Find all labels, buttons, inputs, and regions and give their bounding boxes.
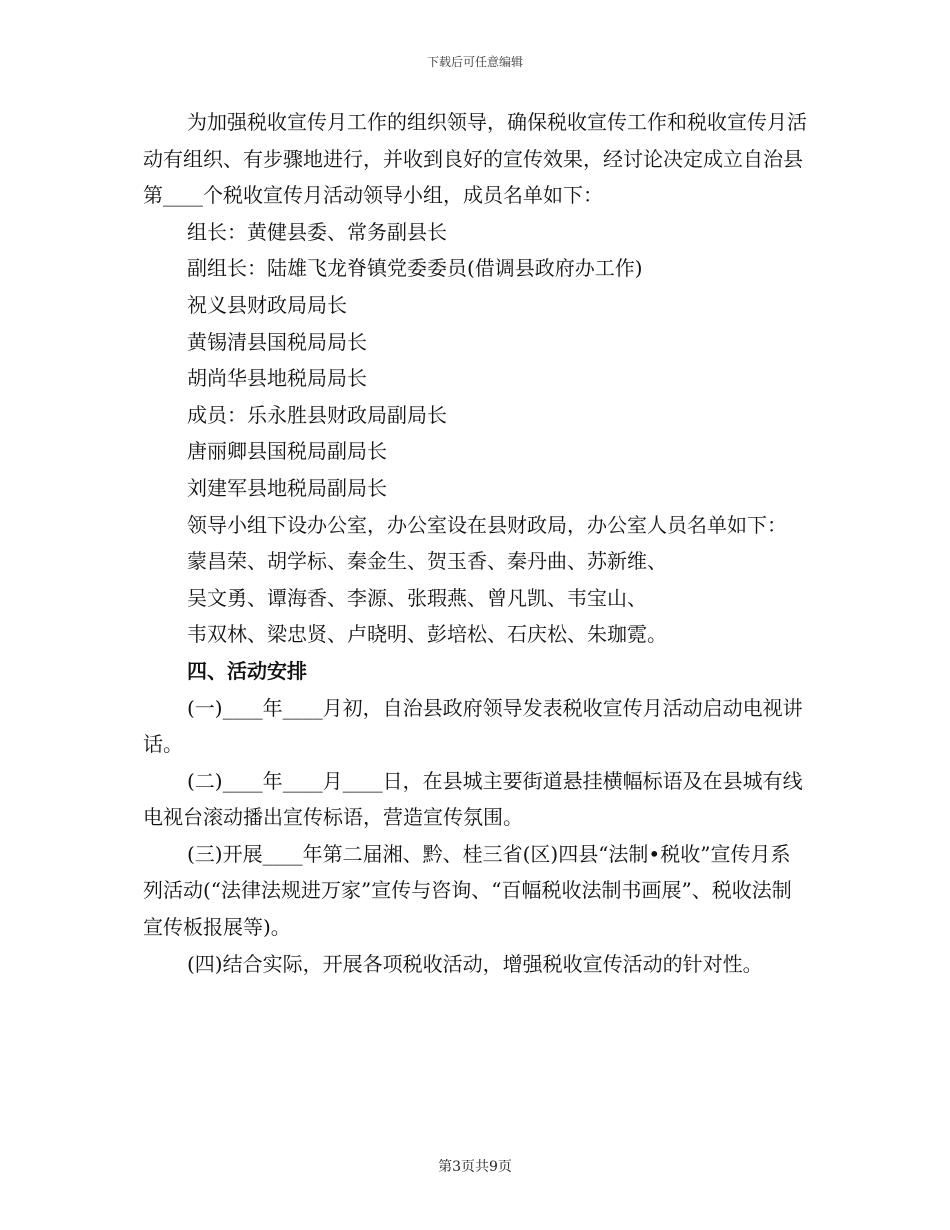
deputy-line: 胡尚华县地税局局长 (187, 366, 367, 391)
section-heading: 四、活动安排 (187, 658, 307, 683)
deputy-line: 黄锡清县国税局局长 (187, 329, 367, 354)
activity-item: (三)开展____年第二届湘、黔、桂三省(区)四县“法制•税收”宣传月系列活动(“法律法规进万家”宣传与咨询、“百幅税收法制书画展”、税收法制宣传板报展等)。 (143, 841, 792, 940)
member-line: 唐丽卿县国税局副局长 (187, 439, 387, 464)
member-line: 刘建军县地税局副局长 (187, 475, 387, 500)
staff-names-line: 吴文勇、谭海香、李源、张瑕燕、曾凡凯、韦宝山、 (187, 585, 647, 610)
members-line: 成员：乐永胜县财政局副局长 (187, 402, 447, 427)
leader-line: 组长：黄健县委、常务副县长 (187, 219, 447, 244)
intro-paragraph: 为加强税收宣传月工作的组织领导，确保税收宣传工作和税收宣传月活动有组织、有步骤地进行，并收到良好的宣传效果，经讨论决定成立自治县第____个税收宣传月活动领导小组，成员名单如下： (143, 110, 807, 208)
activity-item: (二)____年____月____日，在县城主要街道悬挂横幅标语及在县城有线电视台滚动播出宣传标语，营造宣传氛围。 (143, 768, 803, 830)
staff-names-line: 蒙昌荣、胡学标、秦金生、贺玉香、秦丹曲、苏新维、 (187, 549, 667, 574)
page-number: 第3页共9页 (438, 1159, 512, 1175)
deputy-leader-line: 副组长：陆雄飞龙脊镇党委委员(借调县政府办工作) (187, 256, 643, 281)
document-body (143, 104, 808, 982)
activity-item: (四)结合实际，开展各项税收活动，增强税收宣传活动的针对性。 (187, 951, 763, 976)
page-header-note: 下载后可任意编辑 (426, 55, 523, 69)
deputy-line: 祝义县财政局局长 (187, 292, 347, 317)
activity-item: (一)____年____月初，自治县政府领导发表税收宣传月活动启动电视讲话。 (143, 695, 803, 757)
office-paragraph: 领导小组下设办公室，办公室设在县财政局，办公室人员名单如下： (187, 512, 787, 537)
staff-names-line: 韦双林、梁忠贤、卢晓明、彭培松、石庆松、朱珈霓。 (187, 622, 667, 647)
